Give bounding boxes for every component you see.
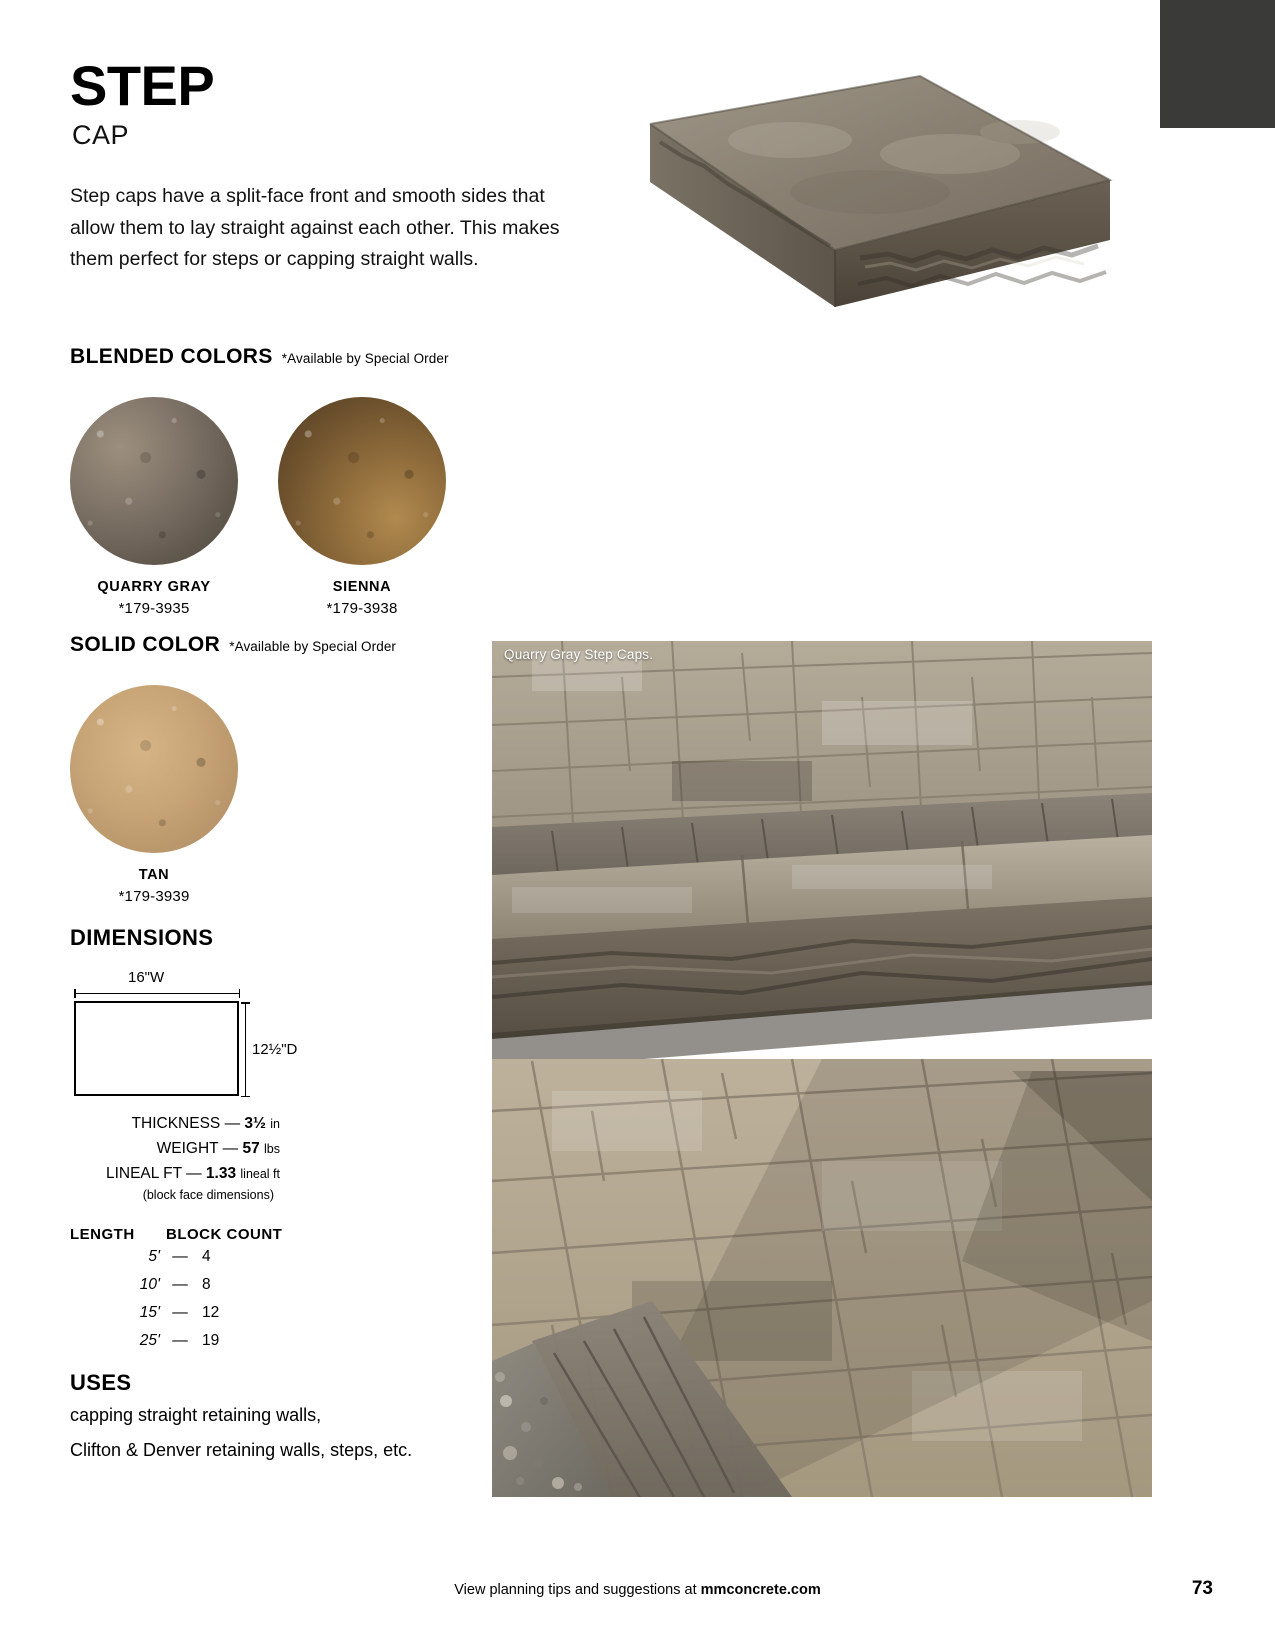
spec-footnote: (block face dimensions) <box>142 1188 274 1203</box>
cell-length: 5' <box>148 1247 160 1265</box>
cell-length: 25' <box>139 1332 160 1350</box>
spec-value: 1.33 <box>205 1165 237 1183</box>
column-header-block-count: BLOCK COUNT <box>166 1225 283 1243</box>
cell-length: 15' <box>139 1303 160 1321</box>
spec-label: LINEAL FT <box>105 1165 182 1183</box>
spec-value: 57 <box>242 1140 260 1158</box>
table-row <box>70 1271 338 1299</box>
solid-color-title: SOLID COLOR <box>70 633 221 656</box>
page-corner-tab <box>1160 0 1275 128</box>
uses-title: USES <box>70 1370 132 1395</box>
cell-length: 10' <box>139 1275 160 1293</box>
page-title: STEP <box>70 54 215 117</box>
product-header <box>70 54 600 295</box>
spec-dash: — <box>186 1165 202 1183</box>
cell-count: 4 <box>202 1247 211 1265</box>
spec-unit: lineal ft <box>240 1167 280 1182</box>
color-swatch <box>70 685 238 905</box>
spec-list <box>70 1111 332 1204</box>
page-subtitle: CAP <box>72 120 130 150</box>
spec-thickness <box>70 1111 280 1136</box>
page-number: 73 <box>1191 1578 1213 1599</box>
color-swatch <box>70 397 238 617</box>
cell-count: 19 <box>202 1332 220 1350</box>
spec-label: WEIGHT <box>156 1140 219 1158</box>
swatch-disc-tan <box>70 685 238 853</box>
color-swatch <box>278 397 446 617</box>
solid-color-note: *Available by Special Order <box>229 639 397 654</box>
block-count-table <box>70 1226 338 1356</box>
table-row <box>70 1299 338 1327</box>
swatch-name: SIENNA <box>332 579 392 595</box>
width-label: 16"W <box>128 969 165 986</box>
column-header-length: LENGTH <box>70 1225 135 1243</box>
block-outline <box>74 1001 239 1096</box>
cell-count: 12 <box>202 1303 220 1321</box>
cell-dash: — <box>172 1332 188 1350</box>
product-description: Step caps have a split-face front and smooth sides that allow them to lay straight against each other. This makes them perfect for steps or capping straight walls. <box>70 185 560 271</box>
footer-website: mmconcrete.com <box>700 1582 821 1598</box>
cell-dash: — <box>172 1303 188 1321</box>
blended-colors-note: *Available by Special Order <box>281 351 449 366</box>
cell-dash: — <box>172 1275 188 1293</box>
swatch-code: *179-3938 <box>326 600 398 617</box>
spec-value: 3½ <box>244 1115 266 1132</box>
solid-color-section <box>70 633 396 905</box>
width-dimension-line <box>74 993 240 994</box>
dimensions-section <box>70 925 400 1355</box>
table-header-row <box>70 1226 338 1243</box>
dimensions-diagram <box>70 969 335 1099</box>
spec-unit: lbs <box>264 1142 280 1157</box>
depth-label: 12½"D <box>252 1041 298 1058</box>
blended-colors-section <box>70 345 449 617</box>
uses-line: capping straight retaining walls, <box>70 1405 322 1425</box>
patio-steps-photo <box>492 641 1152 1497</box>
blended-swatch-row <box>70 397 449 617</box>
spec-weight <box>70 1136 280 1161</box>
spec-dash: — <box>222 1140 239 1158</box>
step-cap-illustration <box>620 62 1132 332</box>
solid-swatch-row <box>70 685 396 905</box>
application-photo <box>492 641 1152 1497</box>
blended-colors-heading <box>70 345 449 369</box>
swatch-name: TAN <box>138 867 170 883</box>
swatch-disc-quarry-gray <box>70 397 238 565</box>
product-photo <box>620 62 1132 332</box>
blended-colors-title: BLENDED COLORS <box>70 345 273 368</box>
dimensions-title: DIMENSIONS <box>70 925 214 950</box>
table-row <box>70 1243 338 1271</box>
photo-caption: Quarry Gray Step Caps. <box>504 647 654 662</box>
footer <box>0 1582 1275 1598</box>
swatch-code: *179-3935 <box>118 600 190 617</box>
uses-line: Clifton & Denver retaining walls, steps, etc. <box>70 1439 413 1460</box>
swatch-name: QUARRY GRAY <box>97 579 211 595</box>
footer-text: View planning tips and suggestions at <box>454 1582 701 1598</box>
swatch-disc-sienna <box>278 397 446 565</box>
depth-dimension-line <box>245 1002 246 1097</box>
cell-count: 8 <box>202 1275 211 1293</box>
uses-section <box>70 1370 490 1466</box>
spec-label: THICKNESS <box>131 1115 221 1132</box>
table-row <box>70 1327 338 1355</box>
solid-color-heading <box>70 633 396 657</box>
swatch-code: *179-3939 <box>118 888 190 905</box>
cell-dash: — <box>172 1247 188 1265</box>
spec-dash: — <box>224 1115 241 1132</box>
spec-lineal-ft <box>70 1161 280 1186</box>
spec-unit: in <box>270 1117 280 1131</box>
